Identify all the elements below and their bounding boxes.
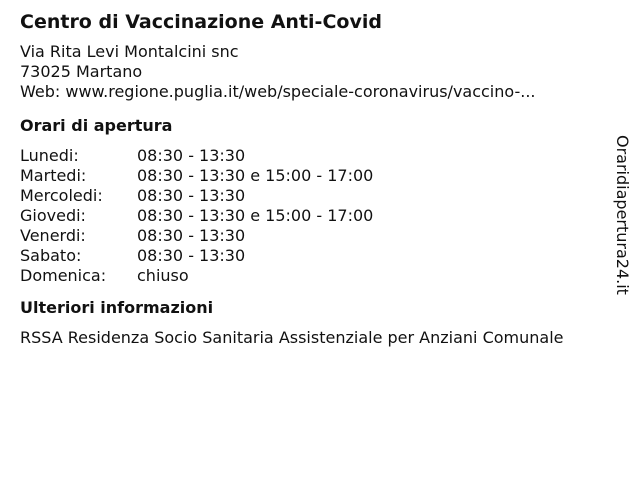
hours-row	[20, 166, 620, 186]
time-value: 08:30 - 13:30 e 15:00 - 17:00	[137, 166, 374, 185]
time-value: 08:30 - 13:30	[137, 186, 246, 205]
day-label: Lunedi:	[20, 146, 79, 165]
day-label: Sabato:	[20, 246, 82, 265]
place-title: Centro di Vaccinazione Anti-Covid	[20, 11, 382, 33]
day-label: Mercoledi:	[20, 186, 103, 205]
time-value: 08:30 - 13:30	[137, 146, 246, 165]
time-value: chiuso	[137, 266, 189, 285]
more-info-text: RSSA Residenza Socio Sanitaria Assistenziale per Anziani Comunale	[20, 328, 564, 347]
place-card	[20, 10, 620, 348]
site-watermark: Oraridiapertura24.it	[613, 135, 632, 295]
opening-hours-heading: Orari di apertura	[20, 116, 173, 135]
day-label: Venerdi:	[20, 226, 86, 245]
address-street: Via Rita Levi Montalcini snc	[20, 42, 239, 61]
hours-row	[20, 186, 620, 206]
hours-row	[20, 146, 620, 166]
hours-row	[20, 226, 620, 246]
hours-row	[20, 246, 620, 266]
opening-hours-table	[20, 146, 620, 286]
website-link[interactable]: Web: www.regione.puglia.it/web/speciale-coronavirus/vaccino-...	[20, 82, 536, 101]
time-value: 08:30 - 13:30	[137, 226, 246, 245]
time-value: 08:30 - 13:30	[137, 246, 246, 265]
day-label: Giovedi:	[20, 206, 86, 225]
hours-row	[20, 206, 620, 226]
hours-row	[20, 266, 620, 286]
address-city: 73025 Martano	[20, 62, 143, 81]
day-label: Domenica:	[20, 266, 107, 285]
more-info-heading: Ulteriori informazioni	[20, 298, 214, 317]
day-label: Martedi:	[20, 166, 87, 185]
time-value: 08:30 - 13:30 e 15:00 - 17:00	[137, 206, 374, 225]
